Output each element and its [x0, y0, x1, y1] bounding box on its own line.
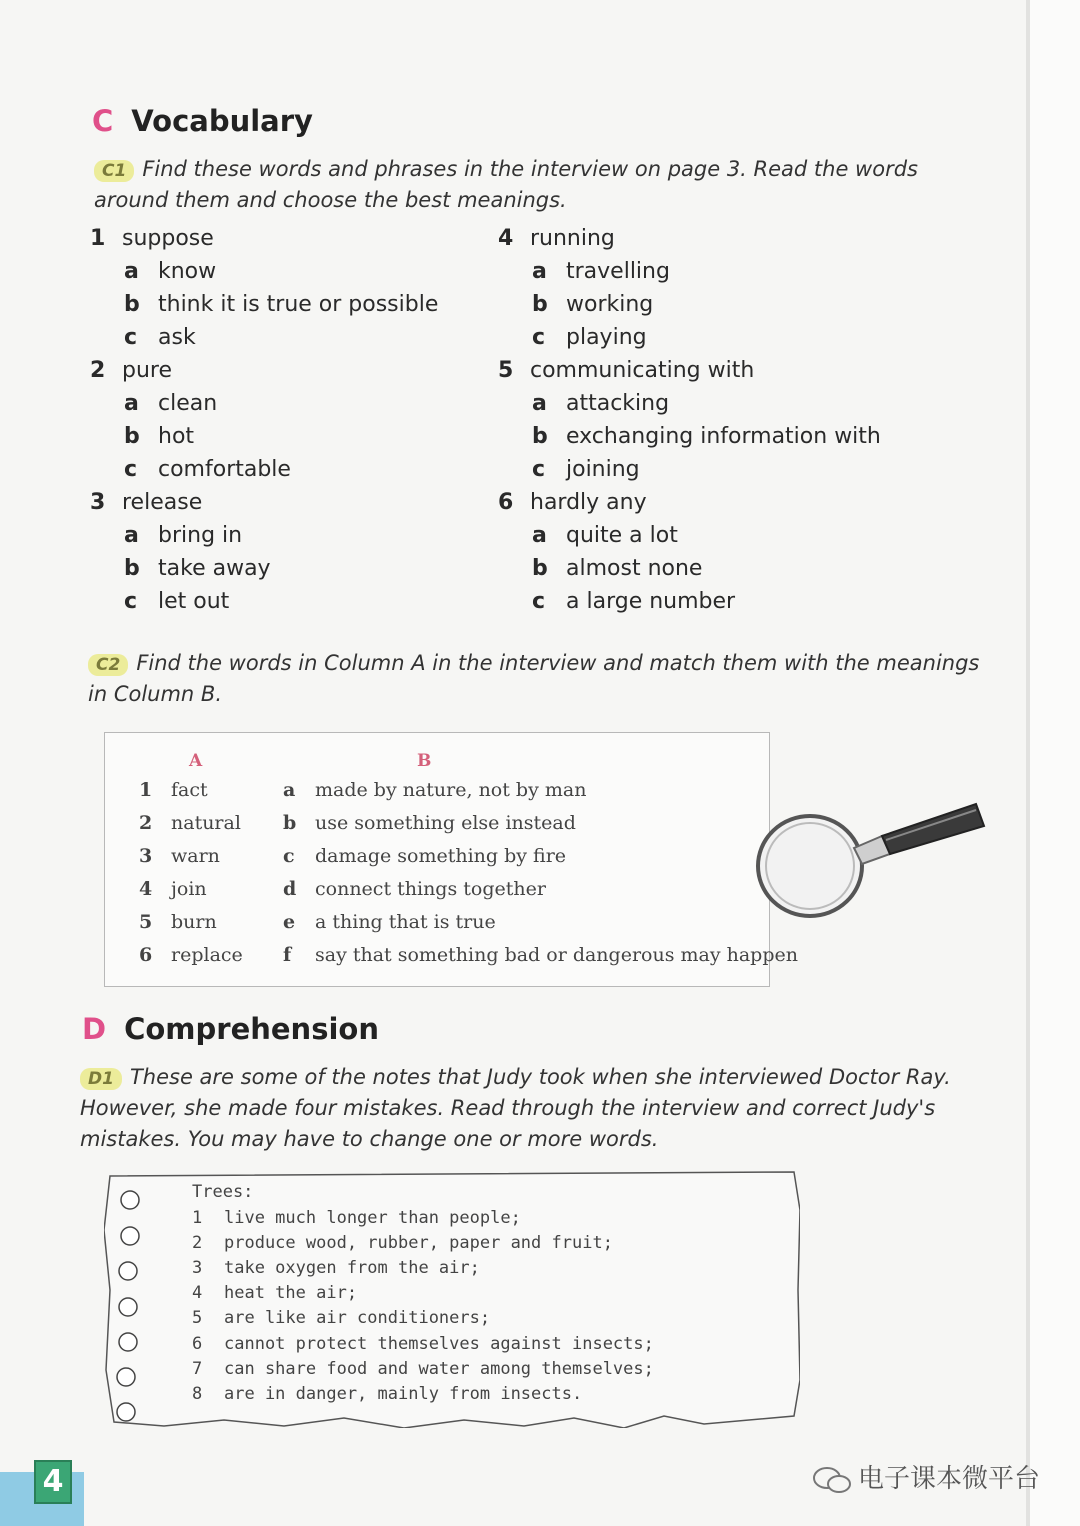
- option-letter: b: [532, 556, 548, 581]
- row-letter: b: [283, 812, 297, 834]
- column-a-word: natural: [171, 812, 241, 834]
- row-letter: d: [283, 878, 297, 900]
- option: [124, 325, 196, 357]
- column-a-word: fact: [171, 779, 208, 801]
- question-number: 6: [498, 490, 514, 515]
- option: [124, 556, 271, 588]
- page-number: 4: [34, 1460, 72, 1504]
- option-text: a large number: [566, 589, 736, 614]
- instruction-line: around them and choose the best meanings.: [94, 188, 567, 212]
- column-b-meaning: use something else instead: [315, 812, 576, 834]
- option: [124, 391, 217, 423]
- option-text: travelling: [566, 259, 670, 284]
- option-letter: b: [124, 424, 140, 449]
- question-item: [498, 226, 615, 258]
- section-title: Vocabulary: [131, 104, 313, 138]
- instruction-line: However, she made four mistakes. Read through the interview and correct Judy's: [80, 1096, 936, 1120]
- question-item: [498, 358, 754, 390]
- option: [532, 589, 735, 621]
- instruction-line: mistakes. You may have to change one or more words.: [80, 1127, 659, 1151]
- question-number: 2: [90, 358, 106, 383]
- option-letter: c: [532, 325, 546, 350]
- question-column-left: [90, 226, 490, 626]
- option-letter: a: [124, 259, 139, 284]
- column-b-meaning: a thing that is true: [315, 911, 496, 933]
- notes-heading: Trees:: [192, 1182, 254, 1202]
- note-text: take oxygen from the air;: [224, 1258, 480, 1278]
- note-number: 8: [192, 1384, 203, 1404]
- question-word: suppose: [122, 226, 214, 251]
- note-text: heat the air;: [224, 1283, 358, 1303]
- row-number: 5: [139, 911, 153, 933]
- option-letter: b: [124, 292, 140, 317]
- table-row: [105, 779, 765, 812]
- row-letter: c: [283, 845, 295, 867]
- row-number: 1: [139, 779, 153, 801]
- option: [124, 259, 216, 291]
- option-text: quite a lot: [566, 523, 678, 548]
- c1-instruction: [94, 154, 918, 216]
- option-text: joining: [566, 457, 640, 482]
- option-text: let out: [158, 589, 230, 614]
- option: [124, 457, 291, 489]
- note-text: live much longer than people;: [224, 1208, 521, 1228]
- watermark-text: 电子课本微平台: [858, 1464, 1041, 1494]
- option-text: working: [566, 292, 654, 317]
- option-text: comfortable: [158, 457, 291, 482]
- option-letter: a: [124, 523, 139, 548]
- option-letter: c: [532, 589, 546, 614]
- d1-instruction: [80, 1062, 951, 1155]
- note-number: 5: [192, 1308, 203, 1328]
- option: [124, 292, 438, 324]
- column-b-meaning: say that something bad or dangerous may happen: [315, 944, 798, 966]
- note-text: cannot protect themselves against insects;: [224, 1334, 654, 1354]
- row-number: 4: [139, 878, 153, 900]
- column-b-header: B: [417, 751, 432, 771]
- row-number: 6: [139, 944, 153, 966]
- question-number: 1: [90, 226, 106, 251]
- option-text: bring in: [158, 523, 243, 548]
- table-row: [105, 878, 765, 911]
- exercise-tag: C1: [94, 160, 134, 182]
- exercise-tag: C2: [88, 654, 128, 676]
- question-word: pure: [122, 358, 173, 383]
- question-number: 3: [90, 490, 106, 515]
- column-a-word: burn: [171, 911, 217, 933]
- question-column-right: [498, 226, 938, 626]
- page-margin: [1030, 0, 1080, 1526]
- option-letter: c: [532, 457, 546, 482]
- question-number: 4: [498, 226, 514, 251]
- option-text: almost none: [566, 556, 703, 581]
- option-text: exchanging information with: [566, 424, 881, 449]
- section-d-heading: [82, 1012, 379, 1046]
- option-letter: a: [124, 391, 139, 416]
- c2-instruction: [88, 648, 979, 710]
- note-number: 1: [192, 1208, 203, 1228]
- option: [532, 292, 653, 324]
- option-letter: a: [532, 259, 547, 284]
- option-text: hot: [158, 424, 195, 449]
- question-item: [90, 358, 172, 390]
- option-letter: c: [124, 589, 138, 614]
- row-letter: a: [283, 779, 296, 801]
- watermark: [812, 1458, 1040, 1495]
- note-text: produce wood, rubber, paper and fruit;: [224, 1233, 613, 1253]
- column-b-meaning: connect things together: [315, 878, 546, 900]
- option-text: ask: [158, 325, 196, 350]
- option-text: know: [158, 259, 217, 284]
- option-text: playing: [566, 325, 647, 350]
- note-text: are like air conditioners;: [224, 1308, 491, 1328]
- column-b-meaning: damage something by fire: [315, 845, 567, 867]
- note-number: 2: [192, 1233, 203, 1253]
- option-text: clean: [158, 391, 218, 416]
- option-text: attacking: [566, 391, 670, 416]
- option-letter: a: [532, 523, 547, 548]
- option-letter: c: [124, 325, 138, 350]
- option-letter: b: [532, 424, 548, 449]
- row-number: 2: [139, 812, 153, 834]
- magnifying-glass-icon: [754, 800, 994, 930]
- option: [532, 259, 670, 291]
- option-text: think it is true or possible: [158, 292, 439, 317]
- option: [532, 457, 640, 489]
- note-number: 4: [192, 1283, 203, 1303]
- option: [532, 391, 669, 423]
- option-letter: c: [124, 457, 138, 482]
- instruction-line: These are some of the notes that Judy took when she interviewed Doctor Ray.: [129, 1065, 951, 1089]
- matching-table: [104, 732, 798, 987]
- instruction-line: Find these words and phrases in the interview on page 3. Read the words: [142, 157, 918, 181]
- row-letter: f: [283, 944, 292, 966]
- row-number: 3: [139, 845, 153, 867]
- option: [124, 589, 229, 621]
- option-text: take away: [158, 556, 271, 581]
- option: [532, 424, 881, 456]
- question-word: release: [122, 490, 203, 515]
- column-a-word: warn: [171, 845, 220, 867]
- instruction-line: in Column B.: [88, 682, 222, 706]
- table-row: [105, 911, 765, 944]
- exercise-tag: D1: [80, 1068, 122, 1090]
- section-title: Comprehension: [124, 1012, 379, 1046]
- question-item: [90, 490, 202, 522]
- row-letter: e: [283, 911, 296, 933]
- table-row: [105, 944, 798, 977]
- note-number: 3: [192, 1258, 203, 1278]
- question-number: 5: [498, 358, 514, 383]
- note-number: 7: [192, 1359, 203, 1379]
- note-text: are in danger, mainly from insects.: [224, 1384, 583, 1404]
- section-letter: C: [92, 104, 114, 138]
- question-word: communicating with: [530, 358, 755, 383]
- column-b-meaning: made by nature, not by man: [315, 779, 587, 801]
- instruction-line: Find the words in Column A in the interview and match them with the meanings: [136, 651, 980, 675]
- question-item: [90, 226, 214, 258]
- option: [532, 523, 678, 555]
- note-number: 6: [192, 1334, 203, 1354]
- question-item: [498, 490, 647, 522]
- section-letter: D: [82, 1012, 107, 1046]
- column-a-header: A: [189, 751, 203, 771]
- table-row: [105, 845, 765, 878]
- column-a-word: replace: [171, 944, 243, 966]
- note-text: can share food and water among themselves;: [224, 1359, 654, 1379]
- column-a-word: join: [171, 878, 207, 900]
- question-word: hardly any: [530, 490, 647, 515]
- option-letter: b: [124, 556, 140, 581]
- option: [124, 523, 242, 555]
- section-c-heading: [92, 104, 313, 138]
- table-row: [105, 812, 765, 845]
- option-letter: b: [532, 292, 548, 317]
- question-word: running: [530, 226, 615, 251]
- option: [532, 325, 647, 357]
- option: [124, 424, 194, 456]
- option: [532, 556, 702, 588]
- wechat-icon: [812, 1465, 852, 1495]
- option-letter: a: [532, 391, 547, 416]
